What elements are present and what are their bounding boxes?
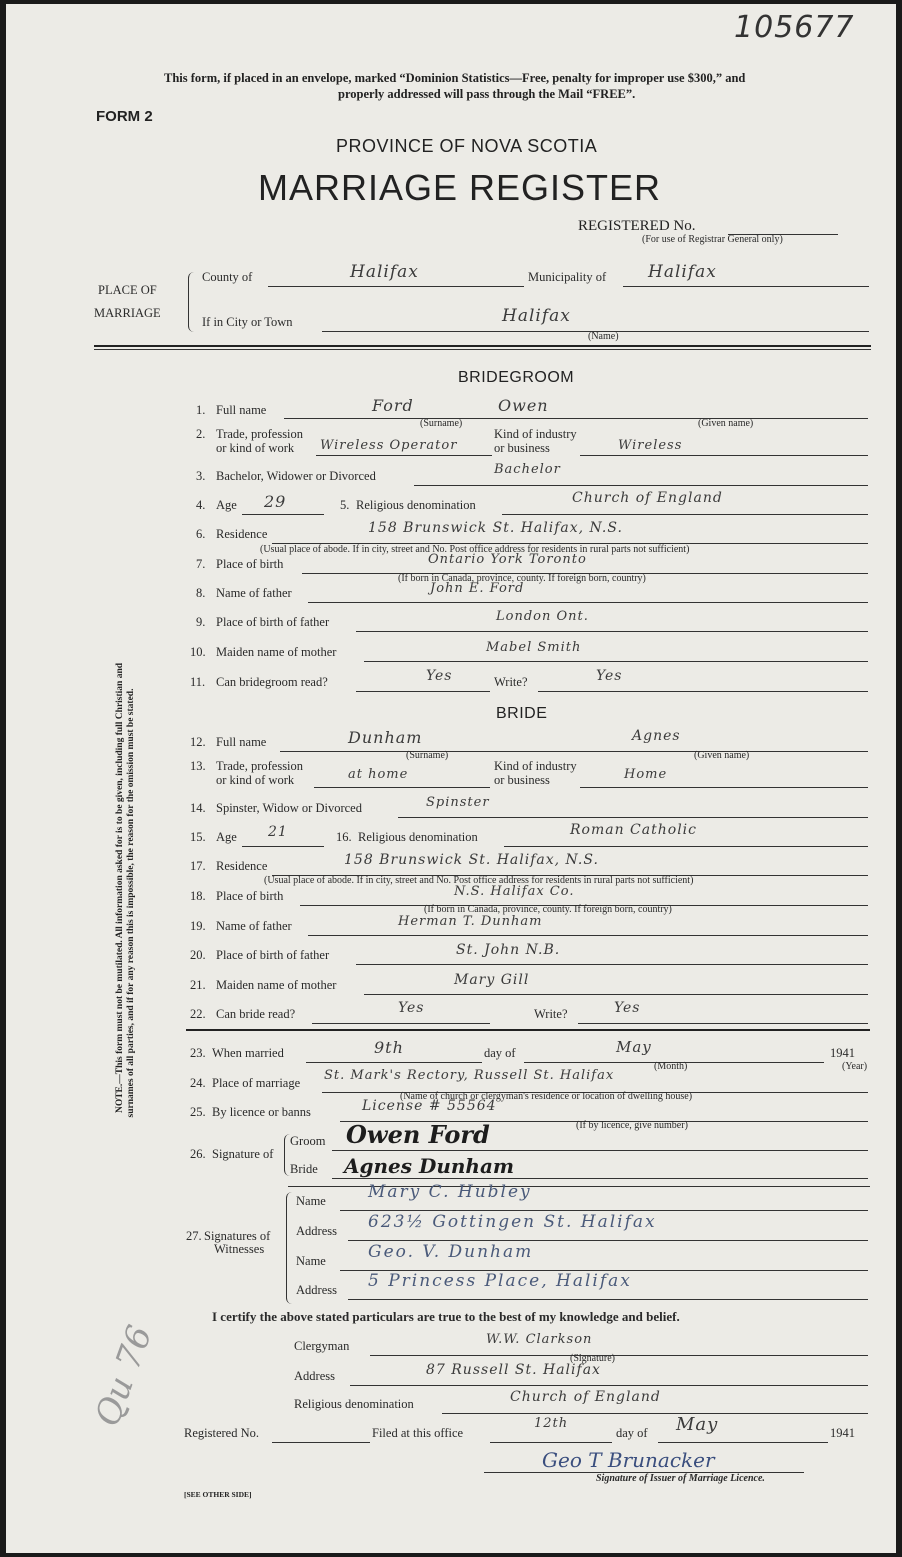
corner-number: 105677 [734,10,855,45]
groom-religion-label: Religious denomination [356,498,476,512]
bride-signature-label: Bride [290,1162,318,1176]
item-number: 17. [190,859,206,873]
bride-religion: Roman Catholic [570,822,697,838]
bride-full-name-label: Full name [216,735,267,749]
bride-given-name: Agnes [632,728,681,744]
bride-read: Yes [398,1000,425,1016]
place-of-marriage-label: Place of marriage [212,1076,301,1090]
bride-industry-label: Kind of industry [494,759,577,773]
filed-label: Filed at this office [372,1426,464,1440]
surname-caption: (Surname) [406,750,449,761]
item-number: 23. [190,1046,206,1060]
municipality-value: Halifax [648,262,717,282]
licence-label: By licence or banns [212,1105,311,1119]
groom-read: Yes [426,668,453,684]
place-caption: (Name of church or clergyman's residence or location of dwelling house) [400,1091,693,1102]
bride-age-label: Age [216,830,237,844]
birthplace-caption: (If born in Canada, province, county. If foreign born, country) [398,573,646,584]
groom-trade-label-2: or kind of work [216,441,295,455]
page-title: MARRIAGE REGISTER [258,167,662,208]
bride-residence-label: Residence [216,859,268,873]
groom-residence-label: Residence [216,527,268,541]
county-label: County of [202,270,253,284]
witness2-name: Geo. V. Dunham [368,1242,534,1262]
item-number: 13. [190,759,206,773]
groom-father-birthplace-label: Place of birth of father [216,615,330,629]
residence-caption: (Usual place of abode. If in city, street and No. Post office address for residents in rural parts not sufficient) [264,875,694,886]
bride-religion-label: Religious denomination [358,830,478,844]
municipality-label: Municipality of [528,270,607,284]
marriage-day: 9th [374,1038,404,1057]
bride-read-label: Can bride read? [216,1007,296,1021]
groom-write-label: Write? [494,675,528,689]
bride-heading: BRIDE [496,705,548,722]
witness1-name-label: Name [296,1194,326,1208]
bride-trade-label: Trade, profession [216,759,304,773]
when-married-label: When married [212,1046,284,1060]
item-number: 15. [190,830,206,844]
birthplace-caption: (If born in Canada, province, county. If foreign born, country) [424,904,672,915]
groom-signature-label: Groom [290,1134,326,1148]
bride-trade: at home [348,767,409,782]
groom-father: John E. Ford [430,581,525,596]
bride-mother: Mary Gill [454,972,530,988]
bride-write: Yes [614,1000,641,1016]
given-caption: (Given name) [694,750,750,761]
licence-caption: (If by licence, give number) [576,1120,688,1131]
signature-of-label: Signature of [212,1147,274,1161]
bride-trade-label-2: or kind of work [216,773,295,787]
bride-mother-label: Maiden name of mother [216,978,337,992]
bride-industry-label-2: or business [494,773,550,787]
signature-caption: (Signature) [570,1353,615,1364]
bride-birthplace: N.S. Halifax Co. [454,884,575,899]
item-number: 11. [190,675,206,689]
clergyman-religion-label: Religious denomination [294,1397,414,1411]
groom-surname: Ford [372,396,414,415]
groom-industry-label: Kind of industry [494,427,577,441]
bride-birthplace-label: Place of birth [216,889,284,903]
clergyman-address: 87 Russell St. Halifax [426,1362,601,1378]
item-number: 1. [196,403,206,417]
groom-religion: Church of England [572,490,723,506]
item-number: 10. [190,645,206,659]
bride-status: Spinster [426,795,490,810]
residence-caption: (Usual place of abode. If in city, street and No. Post office address for residents in rural parts not sufficient) [260,544,690,555]
item-number: 20. [190,948,206,962]
province-heading: PROVINCE OF NOVA SCOTIA [336,136,598,156]
item-number: 21. [190,978,206,992]
bride-father-birthplace-label: Place of birth of father [216,948,330,962]
issuer-caption: Signature of Issuer of Marriage Licence. [596,1473,765,1484]
certification-statement: I certify the above stated particulars are true to the best of my knowledge and belief. [212,1309,680,1324]
bride-father: Herman T. Dunham [398,914,543,929]
clergyman-religion: Church of England [510,1389,661,1405]
licence-number: License # 55564 [362,1098,497,1114]
filed-month: May [676,1414,719,1435]
witness-label: Signatures of [204,1229,271,1243]
groom-status-label: Bachelor, Widower or Divorced [216,469,376,483]
filed-year: 1941 [830,1426,855,1440]
groom-trade-label: Trade, profession [216,427,304,441]
groom-given-name: Owen [498,396,549,415]
groom-mother-label: Maiden name of mother [216,645,337,659]
item-number: 5. [340,498,350,512]
item-number: 16. [336,830,352,844]
form-label: FORM 2 [96,108,153,125]
item-number: 3. [196,469,206,483]
clergyman-address-label: Address [294,1369,335,1383]
place-of-marriage: St. Mark's Rectory, Russell St. Halifax [324,1068,615,1083]
groom-birthplace-label: Place of birth [216,557,284,571]
month-caption: (Month) [654,1061,688,1072]
groom-mother: Mabel Smith [486,640,582,655]
see-other-side-label: [SEE OTHER SIDE] [184,1490,252,1499]
bride-status-label: Spinster, Widow or Divorced [216,801,362,815]
city-value: Halifax [502,306,571,326]
margin-pencil-mark: Qu 76 [87,1320,161,1432]
clergyman-label: Clergyman [294,1339,350,1353]
bride-residence: 158 Brunswick St. Halifax, N.S. [344,852,599,868]
groom-trade: Wireless Operator [320,438,458,453]
groom-heading: BRIDEGROOM [458,369,575,386]
city-name-caption: (Name) [588,331,619,342]
note-line2: surnames of all parties, and if for any reason this is impossible, the reason for the omission must be stated. [126,688,136,1118]
witness1-name: Mary C. Hubley [368,1182,532,1202]
groom-industry-label-2: or business [494,441,550,455]
item-number: 25. [190,1105,206,1119]
groom-birthplace: Ontario York Toronto [428,552,587,567]
marriage-register-form [6,4,896,1553]
witness1-address-label: Address [296,1224,337,1238]
bride-signature: Agnes Dunham [344,1154,515,1178]
county-value: Halifax [350,262,419,282]
marriage-month: May [616,1038,652,1056]
day-of-label: day of [484,1046,516,1060]
groom-signature: Owen Ford [346,1120,490,1149]
postal-notice-line1: This form, if placed in an envelope, marked “Dominion Statistics—Free, penalty for improper use $300,” and [164,71,746,85]
groom-status: Bachelor [494,462,561,477]
registrar-use-caption: (For use of Registrar General only) [642,234,783,245]
item-number: 7. [196,557,206,571]
marriage-year: 1941 [830,1046,855,1060]
bride-father-label: Name of father [216,919,292,933]
witness2-address: 5 Princess Place, Halifax [368,1271,632,1291]
place-label-2: MARRIAGE [94,306,161,320]
groom-residence: 158 Brunswick St. Halifax, N.S. [368,520,623,536]
item-number: 9. [196,615,206,629]
groom-age: 29 [264,492,287,511]
clergyman-signature: W.W. Clarkson [486,1332,593,1347]
witness1-address: 623½ Gottingen St. Halifax [368,1212,657,1232]
given-caption: (Given name) [698,418,754,429]
bride-industry: Home [624,767,668,782]
groom-father-birthplace: London Ont. [496,609,589,624]
item-number: 12. [190,735,206,749]
bride-father-birthplace: St. John N.B. [456,942,561,958]
filed-day-of-label: day of [616,1426,648,1440]
surname-caption: (Surname) [420,418,463,429]
city-label: If in City or Town [202,315,293,329]
item-number: 22. [190,1007,206,1021]
bride-write-label: Write? [534,1007,568,1021]
item-number: 19. [190,919,206,933]
witness2-address-label: Address [296,1283,337,1297]
groom-industry: Wireless [618,438,683,453]
groom-age-label: Age [216,498,237,512]
place-label-1: PLACE OF [98,283,157,297]
year-caption: (Year) [842,1061,868,1072]
groom-read-label: Can bridegroom read? [216,675,328,689]
item-number: 18. [190,889,206,903]
witness-label-2: Witnesses [214,1242,265,1256]
item-number: 27. [186,1229,202,1243]
item-number: 4. [196,498,206,512]
item-number: 2. [196,427,206,441]
groom-full-name-label: Full name [216,403,267,417]
witness2-name-label: Name [296,1254,326,1268]
bride-age: 21 [268,824,288,840]
item-number: 24. [190,1076,206,1090]
filed-day: 12th [534,1416,569,1431]
item-number: 8. [196,586,206,600]
registered-no-label: REGISTERED No. [578,218,696,234]
groom-write: Yes [596,668,623,684]
groom-father-label: Name of father [216,586,292,600]
issuer-signature: Geo T Brunacker [542,1448,715,1472]
item-number: 6. [196,527,206,541]
note-line1: NOTE.—This form must not be mutilated. All information asked for is to be given, including full Christian and [115,662,125,1114]
item-number: 14. [190,801,206,815]
postal-notice-line2: properly addressed will pass through the Mail “FREE”. [338,87,636,101]
bride-surname: Dunham [348,728,423,747]
item-number: 26. [190,1147,206,1161]
filing-registered-label: Registered No. [184,1426,259,1440]
